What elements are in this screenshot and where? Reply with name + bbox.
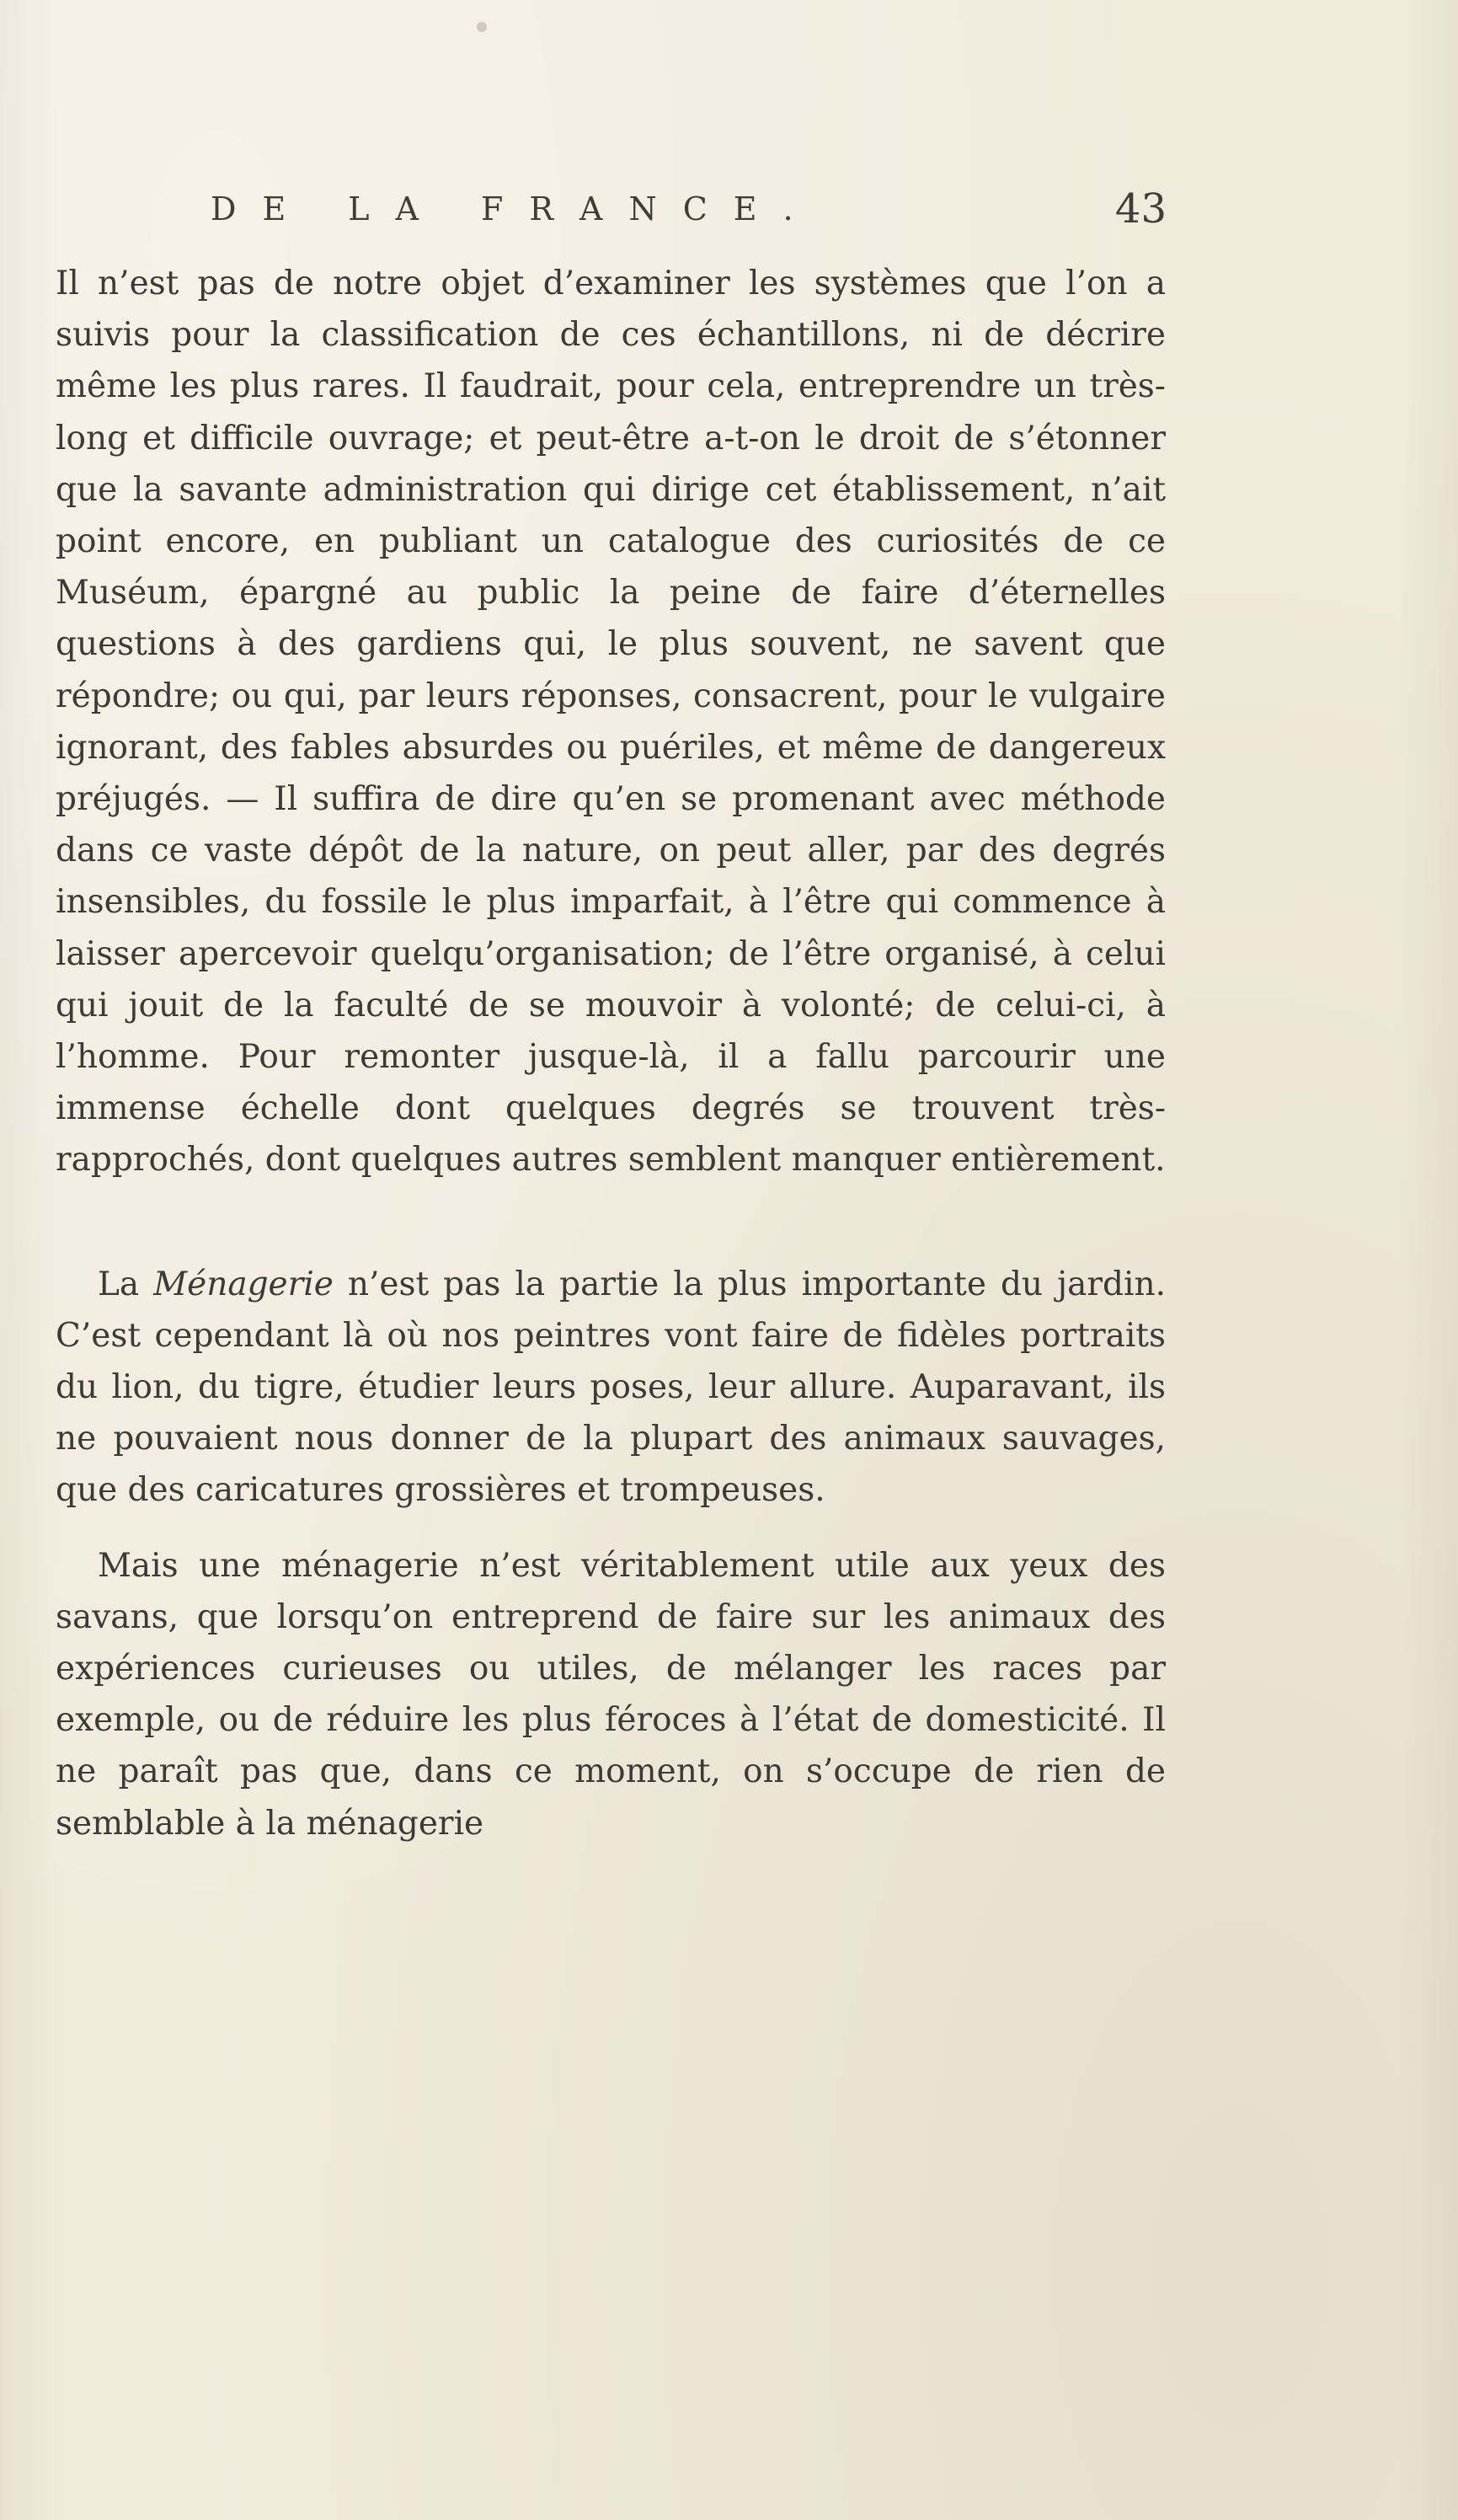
page-number: 43 — [1114, 185, 1167, 233]
paragraph: Il n’est pas de notre objet d’examiner les systèmes que l’on a suivis pour la classification de ces échantillons, ni de décrire même les plus rares. Il faudrait, pour cela, entreprendre un très-long et difficile ouvrage; et peut-être a-t-on le droit de s’étonner que la savante administration qui dirige cet établissement, n’ait point encore, en publiant un catalogue des curiosités de ce Muséum, épargné au public la peine de faire d’éternelles questions à des gardiens qui, le plus souvent, ne savent que répondre; ou qui, par leurs réponses, consacrent, pour le vulgaire ignorant, des fables absurdes ou puériles, et même de dangereux préjugés. — Il suffira de dire qu’en se promenant avec méthode dans ce vaste dépôt de la nature, on peut aller, par des degrés insensibles, du fossile le plus imparfait, à l’être qui commence à laisser apercevoir quelqu’organisation; de l’être organisé, à celui qui jouit de la faculté de se mouvoir à volonté; de celui-ci, à l’homme. Pour remonter jusque-là, il a fallu parcourir une immense échelle dont quelques degrés se trouvent très-rapprochés, dont quelques autres semblent manquer entièrement. — [56, 265, 1166, 1180]
paragraph-lead: La — [98, 1265, 140, 1303]
paragraph-text: n’est pas la partie la plus importante du jardin. C’est cependant là où nos peintres vont faire de fidèles portraits du lion, du tigre, étudier leurs poses, leur allure. Auparavant, ils ne pouvaient nous donner de la plupart des animaux sauvages, que des caricatures grossières et trompeuses. — [56, 1265, 1166, 1510]
italic-term: Ménagerie — [153, 1265, 334, 1303]
paragraph — [56, 1259, 1166, 1517]
running-title: DE LA FRANCE. — [211, 190, 820, 227]
paper-speck — [477, 22, 487, 32]
body-text — [56, 258, 1166, 1849]
running-head — [0, 185, 1458, 241]
paragraph: Mais une ménagerie n’est véritablement utile aux yeux des savans, que lorsqu’on entreprend de faire sur les animaux des expériences curieuses ou utiles, de mélanger les races par exemple, ou de réduire les plus féroces à l’état de domesticité. Il ne paraît pas que, dans ce moment, on s’occupe de rien de semblable à la ménagerie — [56, 1546, 1166, 1843]
